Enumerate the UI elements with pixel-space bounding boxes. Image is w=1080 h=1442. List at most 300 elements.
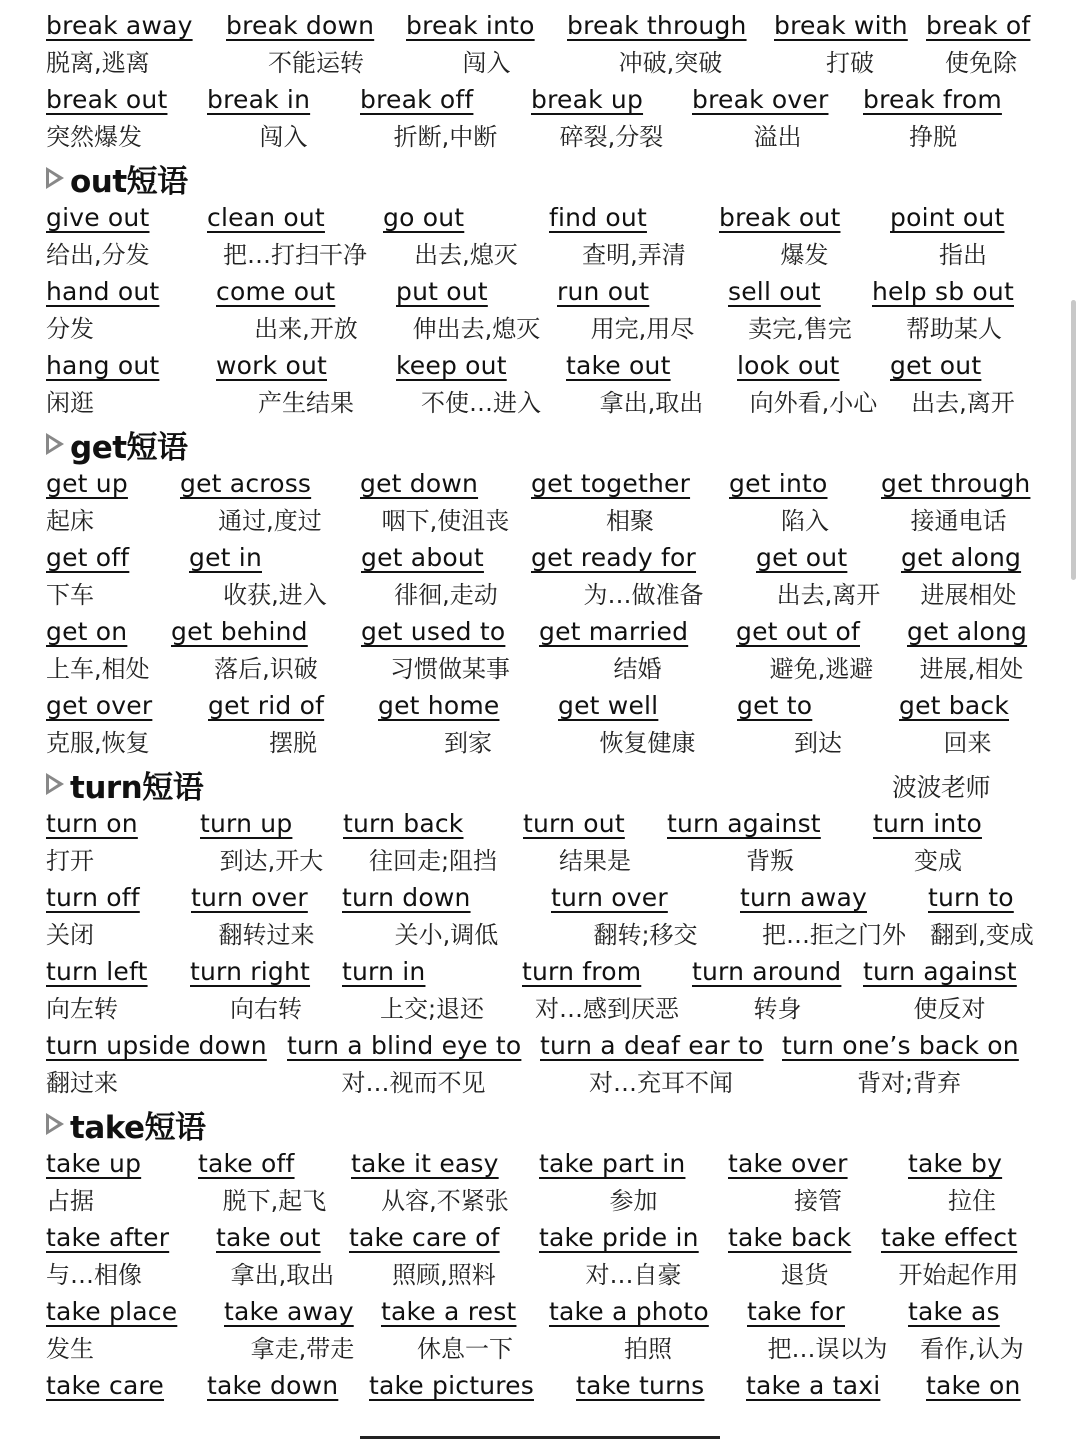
phrase-row — [46, 806, 1036, 880]
meaning-text: 克服,恢复 — [46, 729, 150, 757]
phrase-cell — [46, 82, 207, 156]
phrase-cell — [207, 1368, 369, 1442]
phrase-text: take effect — [881, 1223, 1018, 1252]
meaning-text: 进展,相处 — [919, 655, 1024, 683]
meaning-text: 起床 — [46, 507, 94, 535]
phrase-row — [46, 1368, 1036, 1442]
meaning-text: 把…误以为 — [767, 1335, 888, 1363]
phrase-cell — [576, 1368, 746, 1442]
phrase-cell — [549, 200, 719, 274]
phrase-text: turn into — [873, 809, 982, 838]
phrase-text: break with — [774, 11, 908, 40]
phrase-cell — [890, 200, 1036, 274]
meaning-text: 把…打扫干净 — [223, 241, 367, 269]
phrase-cell — [361, 540, 531, 614]
phrase-text: take a taxi — [746, 1371, 881, 1400]
phrase-cell — [216, 1220, 349, 1294]
phrase-text: get in — [189, 543, 262, 572]
phrase-text: get up — [46, 469, 128, 498]
phrase-text: put out — [396, 277, 488, 306]
phrase-sheet — [46, 8, 1036, 1442]
meaning-text: 往回走;阻挡 — [368, 847, 498, 875]
phrase-text: take care of — [349, 1223, 500, 1252]
meaning-text: 折断,中断 — [393, 123, 498, 151]
phrase-text: find out — [549, 203, 647, 232]
phrase-text: take a photo — [549, 1297, 709, 1326]
phrase-cell — [287, 1028, 540, 1102]
phrase-cell — [908, 1146, 1036, 1220]
meaning-text: 到达 — [794, 729, 842, 757]
phrase-cell — [46, 954, 190, 1028]
meaning-text: 出去,离开 — [776, 581, 881, 609]
phrase-cell — [198, 1146, 351, 1220]
meaning-text: 翻过来 — [46, 1069, 118, 1097]
phrase-row — [46, 8, 1036, 82]
phrase-cell — [349, 1220, 539, 1294]
phrase-row — [46, 200, 1036, 274]
phrase-cell — [343, 806, 523, 880]
meaning-text: 突然爆发 — [46, 123, 142, 151]
section-heading — [46, 422, 1036, 466]
phrase-row — [46, 274, 1036, 348]
phrase-text: turn around — [692, 957, 842, 986]
section-title-text: turn短语 — [70, 769, 204, 806]
meaning-text: 拉住 — [948, 1187, 996, 1215]
meaning-text: 冲破,突破 — [618, 49, 723, 77]
phrase-text: turn a blind eye to — [287, 1031, 522, 1060]
phrase-text: turn from — [522, 957, 642, 986]
phrase-cell — [360, 82, 531, 156]
phrase-cell — [207, 82, 360, 156]
phrase-cell — [539, 614, 736, 688]
phrase-row — [46, 348, 1036, 422]
section-break — [46, 8, 1036, 156]
phrase-cell — [378, 688, 558, 762]
section-heading — [46, 1102, 1036, 1146]
phrase-cell — [557, 274, 728, 348]
phrase-text: get out — [890, 351, 982, 380]
phrase-text: give out — [46, 203, 150, 232]
section-out — [46, 156, 1036, 422]
phrase-cell — [566, 348, 737, 422]
phrase-cell — [522, 954, 692, 1028]
phrase-text: break away — [46, 11, 193, 40]
meaning-text: 给出,分发 — [46, 241, 150, 269]
meaning-text: 使免除 — [945, 49, 1017, 77]
phrase-text: clean out — [207, 203, 325, 232]
phrase-text: take out — [566, 351, 671, 380]
phrase-row — [46, 688, 1036, 762]
phrase-text: turn upside down — [46, 1031, 267, 1060]
phrase-cell — [46, 1368, 207, 1442]
meaning-text: 看作,认为 — [920, 1335, 1024, 1363]
phrase-text: break over — [692, 85, 829, 114]
phrase-cell — [774, 8, 926, 82]
phrase-cell — [747, 1294, 908, 1368]
phrase-cell — [191, 880, 342, 954]
phrase-cell — [46, 540, 189, 614]
meaning-text: 通过,度过 — [218, 507, 322, 535]
phrase-cell — [46, 1294, 224, 1368]
phrase-cell — [406, 8, 567, 82]
phrase-cell — [369, 1368, 576, 1442]
phrase-text: turn up — [200, 809, 293, 838]
phrase-text: help sb out — [872, 277, 1014, 306]
phrase-text: sell out — [728, 277, 821, 306]
meaning-text: 伸出去,熄灭 — [412, 315, 541, 343]
section-heading — [46, 156, 1036, 200]
meaning-text: 徘徊,走动 — [394, 581, 498, 609]
phrase-text: break in — [207, 85, 311, 114]
meaning-text: 转身 — [753, 995, 802, 1023]
phrase-cell — [549, 1294, 747, 1368]
meaning-text: 接通电话 — [910, 507, 1007, 535]
phrase-text: get on — [46, 617, 128, 646]
meaning-text: 闯入 — [462, 49, 511, 77]
meaning-text: 恢复健康 — [599, 729, 696, 757]
phrase-row — [46, 1028, 1036, 1102]
meaning-text: 回来 — [943, 729, 992, 757]
phrase-text: take up — [46, 1149, 142, 1178]
meaning-text: 进展相处 — [920, 581, 1017, 609]
phrase-cell — [746, 1368, 926, 1442]
phrase-text: turn to — [928, 883, 1014, 912]
phrase-text: take a rest — [381, 1297, 517, 1326]
phrase-cell — [226, 8, 406, 82]
meaning-text: 向右转 — [230, 995, 302, 1023]
section-title-text: out短语 — [70, 163, 188, 200]
section-get — [46, 422, 1036, 762]
phrase-text: turn a deaf ear to — [540, 1031, 764, 1060]
phrase-text: take pride in — [539, 1223, 699, 1252]
phrase-text: take out — [216, 1223, 321, 1252]
meaning-text: 发生 — [46, 1335, 94, 1363]
phrase-cell — [907, 614, 1036, 688]
meaning-text: 避免,逃避 — [769, 655, 874, 683]
meaning-text: 到达,开大 — [219, 847, 324, 875]
phrase-cell — [216, 348, 396, 422]
phrase-cell — [383, 200, 549, 274]
meaning-text: 打破 — [826, 49, 874, 77]
phrase-text: get down — [360, 469, 479, 498]
phrase-text: turn out — [523, 809, 625, 838]
phrase-text: get out of — [736, 617, 860, 646]
phrase-text: break from — [863, 85, 1002, 114]
meaning-text: 拿出,取出 — [599, 389, 704, 417]
phrase-cell — [46, 466, 180, 540]
meaning-text: 相聚 — [606, 507, 654, 535]
phrase-cell — [782, 1028, 1036, 1102]
section-turn — [46, 762, 1036, 1102]
phrase-row — [46, 614, 1036, 688]
meaning-text: 帮助某人 — [906, 315, 1002, 343]
phrase-cell — [46, 1220, 216, 1294]
meaning-text: 翻到,变成 — [930, 921, 1034, 949]
phrase-text: take place — [46, 1297, 178, 1326]
phrase-text: get back — [899, 691, 1010, 720]
phrase-cell — [926, 1368, 1036, 1442]
phrase-cell — [863, 954, 1036, 1028]
phrase-text: break up — [531, 85, 644, 114]
phrase-text: point out — [890, 203, 1005, 232]
meaning-text: 不能运转 — [268, 49, 364, 77]
phrase-cell — [719, 200, 890, 274]
phrase-text: take off — [198, 1149, 295, 1178]
meaning-text: 不使…进入 — [421, 389, 541, 417]
phrase-cell — [46, 614, 171, 688]
play-triangle-icon — [46, 433, 64, 455]
phrase-cell — [46, 1146, 198, 1220]
phrase-text: take part in — [539, 1149, 686, 1178]
meaning-text: 使反对 — [913, 995, 986, 1023]
phrase-cell — [881, 1220, 1036, 1294]
meaning-text: 为…做准备 — [583, 581, 704, 609]
phrase-cell — [863, 82, 1003, 156]
phrase-text: turn left — [46, 957, 148, 986]
phrase-cell — [224, 1294, 381, 1368]
meaning-text: 对…自豪 — [585, 1261, 682, 1289]
meaning-text: 查明,弄清 — [582, 241, 686, 269]
phrase-row — [46, 466, 1036, 540]
phrase-text: turn back — [343, 809, 464, 838]
phrase-cell — [207, 200, 383, 274]
phrase-text: turn on — [46, 809, 138, 838]
phrase-row — [46, 1294, 1036, 1368]
section-title-text: get短语 — [70, 429, 188, 466]
phrase-cell — [46, 348, 216, 422]
phrase-cell — [928, 880, 1036, 954]
meaning-text: 脱下,起飞 — [222, 1187, 327, 1215]
phrase-text: take away — [224, 1297, 354, 1326]
phrase-cell — [740, 880, 928, 954]
phrase-text: get about — [361, 543, 484, 572]
meaning-text: 卖完,售完 — [748, 315, 852, 343]
phrase-cell — [396, 348, 566, 422]
meaning-text: 溢出 — [753, 123, 802, 151]
phrase-text: take turns — [576, 1371, 705, 1400]
meaning-text: 照顾,照料 — [392, 1261, 496, 1289]
phrase-cell — [46, 688, 208, 762]
phrase-cell — [540, 1028, 782, 1102]
phrase-cell — [531, 466, 729, 540]
play-triangle-icon — [46, 1113, 64, 1135]
phrase-cell — [692, 954, 863, 1028]
meaning-text: 下车 — [46, 581, 94, 609]
meaning-text: 爆发 — [780, 241, 829, 269]
meaning-text: 落后,识破 — [214, 655, 318, 683]
meaning-text: 拍照 — [624, 1335, 672, 1363]
meaning-text: 指出 — [939, 241, 987, 269]
meaning-text: 参加 — [609, 1187, 658, 1215]
phrase-cell — [737, 688, 899, 762]
meaning-text: 休息一下 — [417, 1335, 513, 1363]
meaning-text: 闲逛 — [46, 389, 94, 417]
meaning-text: 把…拒之门外 — [762, 921, 906, 949]
phrase-text: break of — [926, 11, 1031, 40]
play-triangle-icon — [46, 167, 64, 189]
phrase-row — [46, 954, 1036, 1028]
phrase-cell — [342, 880, 551, 954]
phrase-cell — [171, 614, 361, 688]
phrase-text: take over — [728, 1149, 848, 1178]
meaning-text: 分发 — [46, 315, 94, 343]
phrase-text: turn over — [551, 883, 668, 912]
phrase-cell — [551, 880, 740, 954]
meaning-text: 到家 — [444, 729, 492, 757]
phrase-cell — [46, 274, 216, 348]
phrase-cell — [692, 82, 863, 156]
phrase-text: get well — [558, 691, 659, 720]
phrase-text: get used to — [361, 617, 506, 646]
meaning-text: 向左转 — [46, 995, 118, 1023]
meaning-text: 脱离,逃离 — [46, 49, 150, 77]
phrase-cell — [46, 880, 191, 954]
meaning-text: 开始起作用 — [898, 1261, 1019, 1289]
phrase-text: break out — [719, 203, 841, 232]
meaning-text: 拿出,取出 — [230, 1261, 335, 1289]
phrase-text: turn one’s back on — [782, 1031, 1019, 1060]
meaning-text: 出去,熄灭 — [414, 241, 518, 269]
phrase-text: work out — [216, 351, 327, 380]
phrase-text: get together — [531, 469, 691, 498]
phrase-cell — [381, 1294, 549, 1368]
meaning-text: 咽下,使沮丧 — [381, 507, 510, 535]
phrase-cell — [523, 806, 667, 880]
phrase-cell — [46, 1028, 287, 1102]
phrase-row — [46, 880, 1036, 954]
phrase-text: take after — [46, 1223, 170, 1252]
meaning-text: 闯入 — [259, 123, 308, 151]
phrase-text: break through — [567, 11, 747, 40]
phrase-cell — [567, 8, 774, 82]
phrase-text: run out — [557, 277, 650, 306]
phrase-text: turn away — [740, 883, 867, 912]
phrase-text: come out — [216, 277, 336, 306]
phrase-text: take for — [747, 1297, 846, 1326]
phrase-cell — [728, 274, 872, 348]
meaning-text: 退货 — [780, 1261, 829, 1289]
vertical-scrollbar[interactable] — [1071, 300, 1076, 580]
phrase-text: break down — [226, 11, 375, 40]
meaning-text: 上车,相处 — [46, 655, 150, 683]
meaning-text: 收获,进入 — [223, 581, 327, 609]
meaning-text: 与…相像 — [46, 1261, 142, 1289]
phrase-text: get through — [881, 469, 1031, 498]
phrase-row — [46, 82, 1036, 156]
home-indicator-bar[interactable] — [360, 1436, 720, 1439]
meaning-text: 对…充耳不闻 — [589, 1069, 733, 1097]
phrase-cell — [736, 614, 907, 688]
phrase-cell — [667, 806, 873, 880]
phrase-text: take as — [908, 1297, 1000, 1326]
phrase-text: get to — [737, 691, 813, 720]
phrase-text: get ready for — [531, 543, 697, 572]
meaning-text: 挣脱 — [909, 123, 957, 151]
phrase-text: get across — [180, 469, 312, 498]
phrase-row — [46, 1146, 1036, 1220]
meaning-text: 背叛 — [746, 847, 794, 875]
meaning-text: 翻转过来 — [218, 921, 315, 949]
meaning-text: 变成 — [914, 847, 962, 875]
phrase-cell — [756, 540, 901, 614]
meaning-text: 拿走,带走 — [250, 1335, 355, 1363]
author-note: 波波老师 — [891, 773, 990, 802]
phrase-cell — [737, 348, 890, 422]
phrase-cell — [872, 274, 1036, 348]
phrase-text: break out — [46, 85, 168, 114]
phrase-text: get into — [729, 469, 828, 498]
meaning-text: 向外看,小心 — [749, 389, 878, 417]
phrase-cell — [216, 274, 396, 348]
meaning-text: 摆脱 — [269, 729, 317, 757]
section-take — [46, 1102, 1036, 1442]
meaning-text: 关闭 — [46, 921, 94, 949]
phrase-text: take back — [728, 1223, 852, 1252]
phrase-cell — [342, 954, 522, 1028]
phrase-cell — [881, 466, 1036, 540]
meaning-text: 接管 — [794, 1187, 842, 1215]
phrase-text: turn over — [191, 883, 308, 912]
phrase-cell — [208, 688, 378, 762]
meaning-text: 翻转;移交 — [593, 921, 698, 949]
meaning-text: 习惯做某事 — [390, 655, 510, 683]
phrase-text: get rid of — [208, 691, 325, 720]
phrase-cell — [899, 688, 1036, 762]
meaning-text: 对…感到厌恶 — [535, 995, 679, 1023]
phrase-text: turn off — [46, 883, 140, 912]
phrase-cell — [728, 1220, 881, 1294]
meaning-text: 结婚 — [613, 655, 662, 683]
phrase-text: get over — [46, 691, 153, 720]
phrase-cell — [728, 1146, 908, 1220]
phrase-row — [46, 1220, 1036, 1294]
phrase-cell — [890, 348, 1036, 422]
phrase-text: turn right — [190, 957, 311, 986]
phrase-text: get along — [907, 617, 1028, 646]
phrase-cell — [531, 540, 756, 614]
phrase-text: turn against — [863, 957, 1017, 986]
phrase-text: get home — [378, 691, 500, 720]
phrase-text: take it easy — [351, 1149, 499, 1178]
phrase-cell — [46, 200, 207, 274]
meaning-text: 上交;退还 — [379, 995, 485, 1023]
meaning-text: 关小,调低 — [394, 921, 499, 949]
phrase-cell — [531, 82, 692, 156]
phrase-text: take pictures — [369, 1371, 534, 1400]
play-triangle-icon — [46, 773, 64, 795]
phrase-cell — [360, 466, 531, 540]
phrase-cell — [396, 274, 557, 348]
meaning-text: 打开 — [46, 847, 94, 875]
section-title-text: take短语 — [70, 1109, 206, 1146]
meaning-text: 产生结果 — [258, 389, 354, 417]
meaning-text: 背对;背弃 — [856, 1069, 962, 1097]
meaning-text: 陷入 — [781, 507, 829, 535]
phrase-cell — [901, 540, 1036, 614]
phrase-cell — [558, 688, 737, 762]
phrase-text: break into — [406, 11, 535, 40]
phrase-text: take on — [926, 1371, 1021, 1400]
phrase-text: turn against — [667, 809, 821, 838]
phrase-text: break off — [360, 85, 474, 114]
section-heading — [46, 762, 1036, 806]
phrase-cell — [180, 466, 360, 540]
phrase-cell — [361, 614, 539, 688]
phrase-text: turn in — [342, 957, 426, 986]
phrase-cell — [729, 466, 881, 540]
phrase-text: get along — [901, 543, 1022, 572]
meaning-text: 出来,开放 — [254, 315, 358, 343]
